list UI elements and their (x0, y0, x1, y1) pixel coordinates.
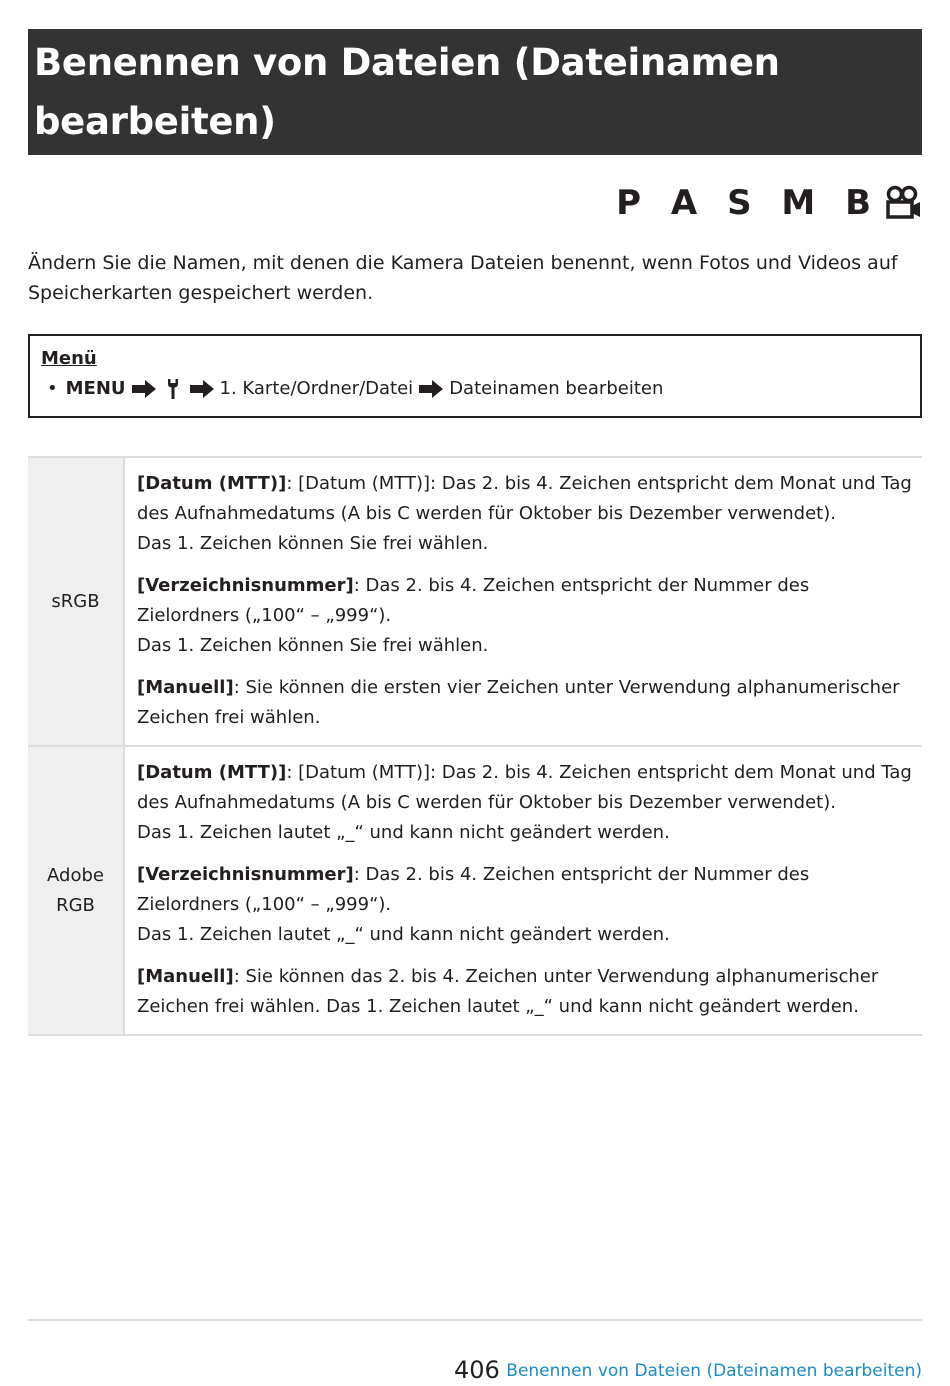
menu-step-card-folder-file: 1. Karte/Ordner/Datei (219, 378, 414, 399)
option-text: : Das 2. bis 4. Zeichen entspricht der Nummer des Zielordners („100“ – „999“). (137, 864, 810, 915)
footer-section-link[interactable]: Benennen von Dateien (Dateinamen bearbeiten) (506, 1361, 922, 1381)
option-text: : Das 2. bis 4. Zeichen entspricht der Nummer des Zielordners („100“ – „999“). (137, 575, 810, 626)
option-term: [Verzeichnisnummer] (137, 864, 354, 885)
row-label-line2: RGB (56, 894, 95, 916)
option-entry (137, 673, 912, 733)
row-description (124, 746, 922, 1035)
row-label-srgb: sRGB (28, 457, 124, 746)
options-table (28, 456, 922, 1036)
option-note: Das 1. Zeichen lautet „_“ und kann nicht geändert werden. (137, 822, 670, 843)
option-term: [Manuell] (137, 677, 234, 698)
table-row (28, 457, 922, 746)
option-entry (137, 860, 912, 950)
row-label-adobe-rgb (28, 746, 124, 1035)
menu-box (28, 334, 922, 418)
option-term: [Manuell] (137, 966, 234, 987)
menu-step-edit-filename: Dateinamen bearbeiten (449, 378, 664, 399)
menu-key: MENU (65, 378, 126, 399)
menu-path (41, 374, 909, 404)
wrench-icon (166, 378, 180, 400)
table-row (28, 746, 922, 1035)
movie-camera-icon (882, 185, 922, 221)
arrow-right-icon (418, 379, 444, 399)
option-text: : Sie können das 2. bis 4. Zeichen unter Verwendung alphanumerischer Zeichen frei wählen. Das 1. Zeichen lautet „_“ und kann nicht geändert werden. (137, 966, 879, 1017)
option-entry (137, 758, 912, 848)
page-number: 406 (454, 1356, 500, 1384)
row-label-line1: Adobe (47, 864, 104, 886)
menu-title: Menü (41, 348, 97, 369)
shooting-modes (616, 183, 922, 223)
option-text: : [Datum (MTT)]: Das 2. bis 4. Zeichen entspricht dem Monat und Tag des Aufnahmedatums (A bis C werden für Oktober bis Dezember verwendet). (137, 762, 912, 813)
mode-letters: P A S M B (616, 183, 880, 223)
option-term: [Datum (MTT)] (137, 762, 287, 783)
row-description (124, 457, 922, 746)
option-note: Das 1. Zeichen lautet „_“ und kann nicht geändert werden. (137, 924, 670, 945)
footer-divider (28, 1319, 922, 1321)
page-title-line1: Benennen von Dateien (Dateinamen (34, 41, 780, 84)
title-bar (28, 29, 922, 155)
arrow-right-icon (131, 379, 157, 399)
option-entry (137, 571, 912, 661)
arrow-right-icon (189, 379, 215, 399)
option-entry (137, 469, 912, 559)
option-note: Das 1. Zeichen können Sie frei wählen. (137, 533, 489, 554)
intro-text: Ändern Sie die Namen, mit denen die Kamera Dateien benennt, wenn Fotos und Videos auf Speicherkarten gespeichert werden. (28, 252, 898, 304)
option-entry (137, 962, 912, 1022)
option-note: Das 1. Zeichen können Sie frei wählen. (137, 635, 489, 656)
page-title (34, 33, 916, 151)
bullet: • (47, 378, 58, 399)
option-term: [Datum (MTT)] (137, 473, 287, 494)
option-text: : [Datum (MTT)]: Das 2. bis 4. Zeichen entspricht dem Monat und Tag des Aufnahmedatums (A bis C werden für Oktober bis Dezember verwendet). (137, 473, 912, 524)
option-text: : Sie können die ersten vier Zeichen unter Verwendung alphanumerischer Zeichen frei wählen. (137, 677, 900, 728)
page-title-line2: bearbeiten) (34, 100, 276, 143)
option-term: [Verzeichnisnummer] (137, 575, 354, 596)
